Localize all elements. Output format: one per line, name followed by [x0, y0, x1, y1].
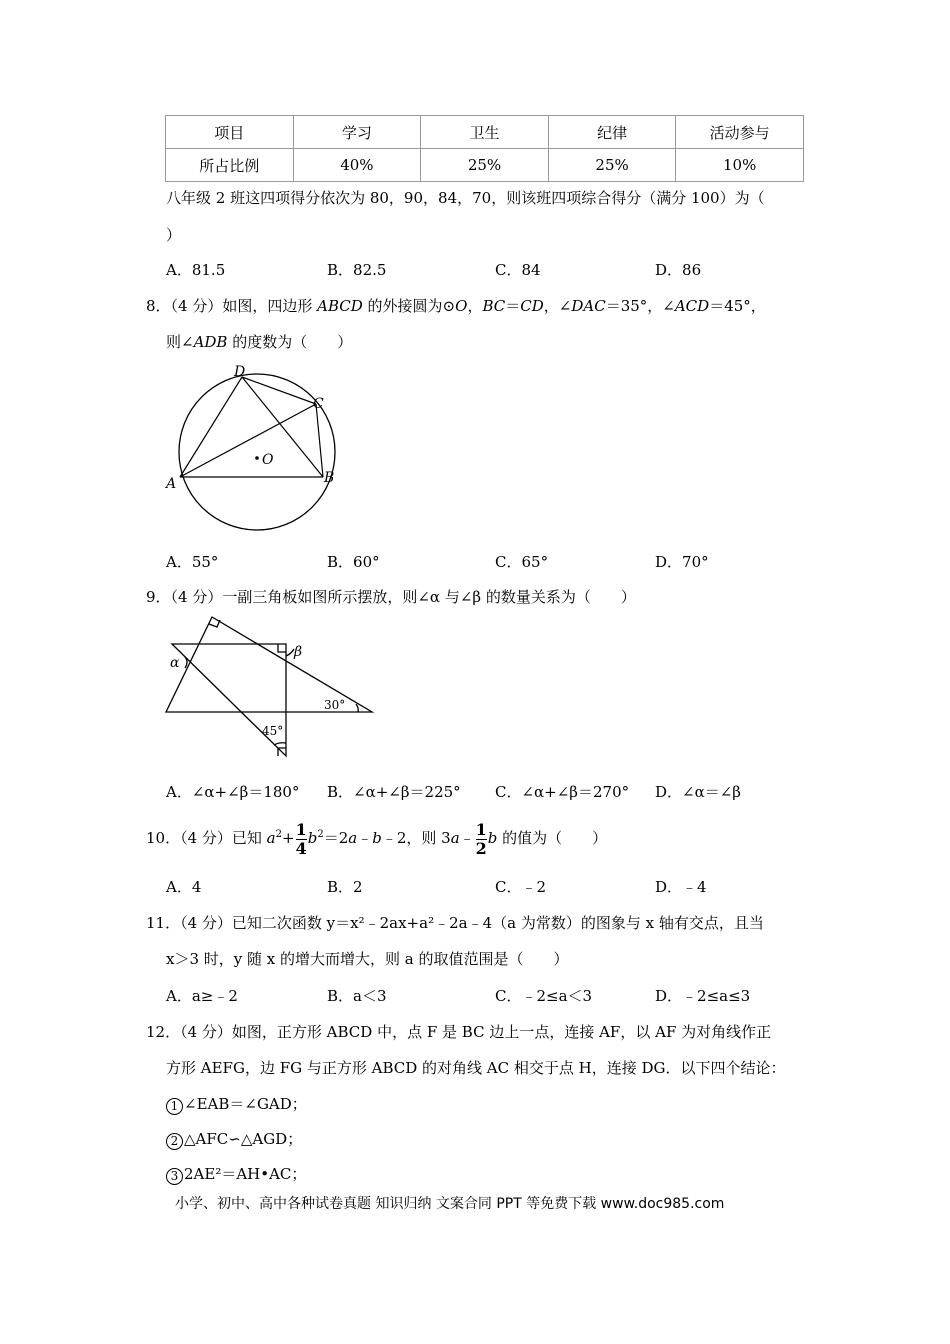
q10-option-a: A．4 — [166, 878, 202, 896]
q12-conclusion-1: 1 ∠EAB＝∠GAD； — [166, 1093, 307, 1115]
label-45: 45° — [262, 724, 284, 738]
label-c: C — [313, 396, 324, 412]
label-alpha: α — [170, 655, 180, 671]
q9-option-a: A．∠α+∠β＝180° — [166, 783, 300, 801]
q8-option-d: D．70° — [655, 553, 709, 571]
circled-number-1: 1 — [166, 1098, 183, 1115]
fraction-one-quarter: $\frac{1}{4}$ — [295, 819, 307, 858]
right-angle-mark-2 — [278, 644, 286, 652]
quadrilateral-lines — [180, 377, 323, 477]
q8-option-c: C．65° — [495, 553, 549, 571]
q11-option-a: A．a≥﹣2 — [166, 987, 238, 1005]
table-cell: 40% — [293, 149, 421, 182]
table-cell: 活动参与 — [676, 116, 804, 149]
q7-option-c: C．84 — [495, 261, 541, 279]
label-a: A — [166, 476, 177, 492]
q7-option-a: A．81.5 — [166, 261, 226, 279]
table-header-row — [166, 116, 804, 149]
table-cell: 25% — [421, 149, 549, 182]
q11-stem-line2: x＞3 时，y 随 x 的增大而增大，则 a 的取值范围是（ ） — [166, 950, 569, 968]
label-o: O — [262, 452, 274, 468]
circumcircle — [179, 374, 335, 530]
label-beta: β — [294, 644, 303, 660]
table-cell: 项目 — [166, 116, 294, 149]
q8-option-a: A．55° — [166, 553, 219, 571]
q11-option-c: C．﹣2≤a＜3 — [495, 987, 593, 1005]
table-cell: 学习 — [293, 116, 421, 149]
q9-stem: 9．（4 分）一副三角板如图所示摆放，则∠α 与∠β 的数量关系为（ ） — [146, 588, 636, 606]
label-d: D — [234, 364, 246, 380]
q7-option-d: D．86 — [655, 261, 702, 279]
q10-option-d: D．﹣4 — [655, 878, 707, 896]
q8-option-b: B．60° — [327, 553, 380, 571]
page-footer: 小学、初中、高中各种试卷真题 知识归纳 文案合同 PPT 等免费下载 www.doc985.com — [175, 1196, 725, 1212]
q12-stem-line1: 12．（4 分）如图，正方形 ABCD 中，点 F 是 BC 边上一点，连接 AF，以 AF 为对角线作正 — [146, 1023, 772, 1041]
q9-triangle-figure — [160, 612, 380, 762]
q10-option-b: B．2 — [327, 878, 363, 896]
q12-conclusion-3: 3 2AE²＝AH•AC； — [166, 1163, 306, 1185]
q9-option-c: C．∠α+∠β＝270° — [495, 783, 630, 801]
q11-stem-line1: 11．（4 分）已知二次函数 y＝x²﹣2ax+a²﹣2a﹣4（a 为常数）的图象与 x 轴有交点，且当 — [146, 914, 764, 932]
q11-option-b: B．a＜3 — [327, 987, 387, 1005]
circled-number-3: 3 — [166, 1168, 183, 1185]
q7-text-line1: 八年级 2 班这四项得分依次为 80，90，84，70，则该班四项综合得分（满分 100）为（ — [166, 189, 765, 207]
q12-stem-line2: 方形 AEFG，边 FG 与正方形 ABCD 的对角线 AC 相交于点 H，连接 DG．以下四个结论： — [166, 1059, 786, 1077]
arc-30 — [356, 704, 358, 712]
fraction-one-half: $\frac{1}{2}$ — [475, 819, 487, 858]
q7-text-line2: ） — [166, 226, 182, 244]
q9-option-b: B．∠α+∠β＝225° — [327, 783, 461, 801]
q9-option-d: D．∠α＝∠β — [655, 783, 741, 801]
q10-option-c: C．﹣2 — [495, 878, 547, 896]
weight-table — [165, 115, 804, 182]
table-cell: 25% — [548, 149, 676, 182]
beta-arc — [286, 649, 294, 656]
table-cell: 所占比例 — [166, 149, 294, 182]
q12-conclusion-2: 2 △AFC∽△AGD； — [166, 1128, 302, 1150]
q10-stem: 10．（4 分）已知 $a^2+$ $\frac{1}{4}$ $b^2=2a﹣b﹣2$，则 3a﹣ $\frac{1}{2}$ b 的值为（ ） — [146, 819, 608, 858]
table-cell: 卫生 — [421, 116, 549, 149]
circled-number-2: 2 — [166, 1133, 183, 1150]
q8-stem-line1: 8．（4 分）如图，四边形 ABCD 的外接圆为⊙O，BC＝CD，∠DAC＝35°，∠ACD＝45°， — [146, 297, 766, 315]
label-b: B — [324, 470, 335, 486]
q8-circle-figure — [160, 360, 350, 535]
center-point — [255, 456, 259, 460]
q7-option-b: B．82.5 — [327, 261, 387, 279]
alpha-arc — [185, 657, 187, 668]
q11-option-d: D．﹣2≤a≤3 — [655, 987, 751, 1005]
table-cell: 10% — [676, 149, 804, 182]
table-cell: 纪律 — [548, 116, 676, 149]
arc-45 — [274, 743, 286, 745]
table-row — [166, 149, 804, 182]
q8-stem-line2: 则∠ADB 的度数为（ ） — [166, 333, 353, 351]
label-30: 30° — [324, 698, 346, 712]
triangle-45 — [172, 644, 286, 756]
